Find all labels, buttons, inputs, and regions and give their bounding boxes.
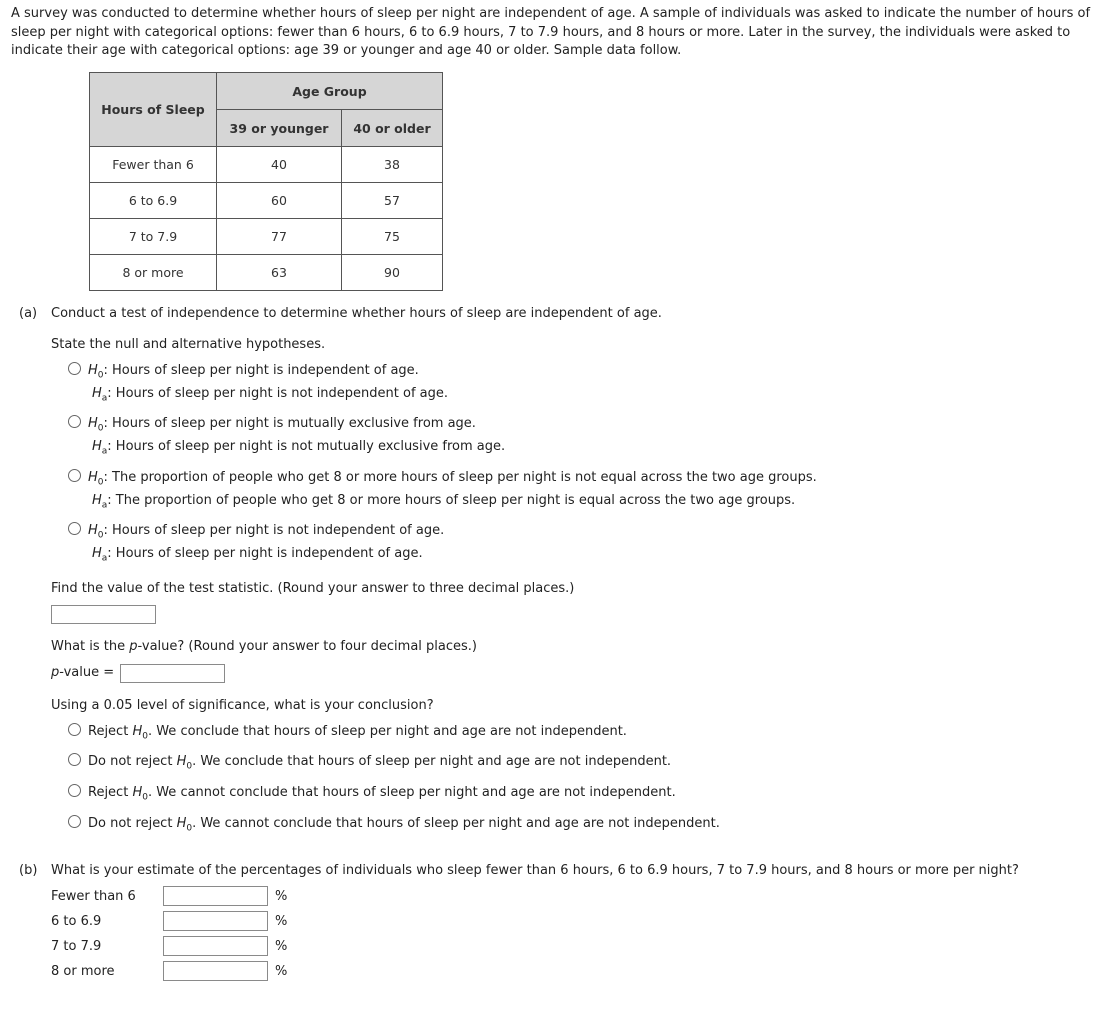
conclusion-option-3[interactable]: Reject $H_0$. We cannot conclude that hours of sleep per night and age are not independent. — [68, 784, 676, 803]
table-row — [90, 255, 443, 291]
cell-value: 60 — [217, 183, 342, 219]
cell-value: 90 — [342, 255, 443, 291]
conclusion-option-2[interactable]: Do not reject $H_0$. We conclude that hours of sleep per night and age are not independent. — [68, 753, 671, 772]
cell-value: 77 — [217, 219, 342, 255]
pct-label-fewer-than-6: Fewer than 6 — [51, 889, 136, 904]
hypothesis-option-3[interactable]: $H_0$: The proportion of people who get 8 or more hours of sleep per night is not equal across the two age groups. $H_a$: The proportion of people who get 8 or more hours of sleep per night is equal across the two age groups. — [68, 469, 817, 510]
radio-button[interactable] — [68, 362, 81, 375]
pct-unit: % — [275, 914, 288, 929]
hypothesis-option-4[interactable]: $H_0$: Hours of sleep per night is not independent of age. $H_a$: Hours of sleep per night is independent of age. — [68, 522, 444, 563]
table-row — [90, 147, 443, 183]
group-header-age-group: Age Group — [217, 73, 443, 110]
part-a-question: Conduct a test of independence to determine whether hours of sleep are independent of age. — [51, 306, 662, 321]
pct-unit: % — [275, 964, 288, 979]
col-header-40-or-older: 40 or older — [342, 110, 443, 147]
table-row — [90, 183, 443, 219]
pct-input-fewer-than-6[interactable] — [163, 886, 268, 906]
col-header-39-or-younger: 39 or younger — [217, 110, 342, 147]
pvalue-label: p-value = — [51, 665, 115, 680]
radio-button[interactable] — [68, 522, 81, 535]
row-header-hours-of-sleep: Hours of Sleep — [90, 73, 217, 147]
cell-value: 40 — [217, 147, 342, 183]
radio-button[interactable] — [68, 469, 81, 482]
row-label: Fewer than 6 — [90, 147, 217, 183]
cell-value: 75 — [342, 219, 443, 255]
conclusion-option-4[interactable]: Do not reject $H_0$. We cannot conclude that hours of sleep per night and age are not independent. — [68, 815, 720, 834]
test-statistic-prompt: Find the value of the test statistic. (Round your answer to three decimal places.) — [51, 581, 575, 596]
table-row — [90, 219, 443, 255]
part-b-question: What is your estimate of the percentages of individuals who sleep fewer than 6 hours, 6 to 6.9 hours, 7 to 7.9 hours, and 8 hours or more per night? — [51, 863, 1019, 878]
radio-button[interactable] — [68, 723, 81, 736]
radio-button[interactable] — [68, 815, 81, 828]
pct-label-6-to-6-9: 6 to 6.9 — [51, 914, 102, 929]
cell-value: 63 — [217, 255, 342, 291]
sample-data-table — [89, 72, 443, 291]
part-b-label: (b) — [19, 863, 38, 878]
test-statistic-input[interactable] — [51, 605, 156, 624]
pct-input-7-to-7-9[interactable] — [163, 936, 268, 956]
pct-unit: % — [275, 939, 288, 954]
radio-button[interactable] — [68, 784, 81, 797]
pct-input-8-or-more[interactable] — [163, 961, 268, 981]
conclusion-option-1[interactable]: Reject $H_0$. We conclude that hours of sleep per night and age are not independent. — [68, 723, 627, 742]
hypothesis-option-2[interactable]: $H_0$: Hours of sleep per night is mutually exclusive from age. $H_a$: Hours of sleep per night is not mutually exclusive from age. — [68, 415, 505, 456]
pct-unit: % — [275, 889, 288, 904]
row-label: 7 to 7.9 — [90, 219, 217, 255]
pvalue-input[interactable] — [120, 664, 225, 683]
pvalue-prompt: What is the p-value? (Round your answer to four decimal places.) — [51, 639, 477, 654]
problem-intro: A survey was conducted to determine whether hours of sleep per night are independent of age. A sample of individuals was asked to indicate the number of hours of sleep per night with categorical options: fewer than 6 hours, 6 to 6.9 hours, 7 to 7.9 hours, and 8 hours or more. Later in the survey, the individuals were asked to indicate their age with categorical options: age 39 or younger and age 40 or older. Sample data follow. — [11, 6, 1091, 58]
hypothesis-option-1[interactable]: $H_0$: Hours of sleep per night is independent of age. $H_a$: Hours of sleep per night is not independent of age. — [68, 362, 448, 403]
row-label: 8 or more — [90, 255, 217, 291]
pct-label-8-or-more: 8 or more — [51, 964, 115, 979]
conclusion-prompt: Using a 0.05 level of significance, what is your conclusion? — [51, 698, 434, 713]
radio-button[interactable] — [68, 753, 81, 766]
cell-value: 38 — [342, 147, 443, 183]
pct-input-6-to-6-9[interactable] — [163, 911, 268, 931]
part-a-label: (a) — [19, 306, 38, 321]
cell-value: 57 — [342, 183, 443, 219]
pct-label-7-to-7-9: 7 to 7.9 — [51, 939, 102, 954]
hypotheses-prompt: State the null and alternative hypotheses. — [51, 337, 326, 352]
row-label: 6 to 6.9 — [90, 183, 217, 219]
radio-button[interactable] — [68, 415, 81, 428]
